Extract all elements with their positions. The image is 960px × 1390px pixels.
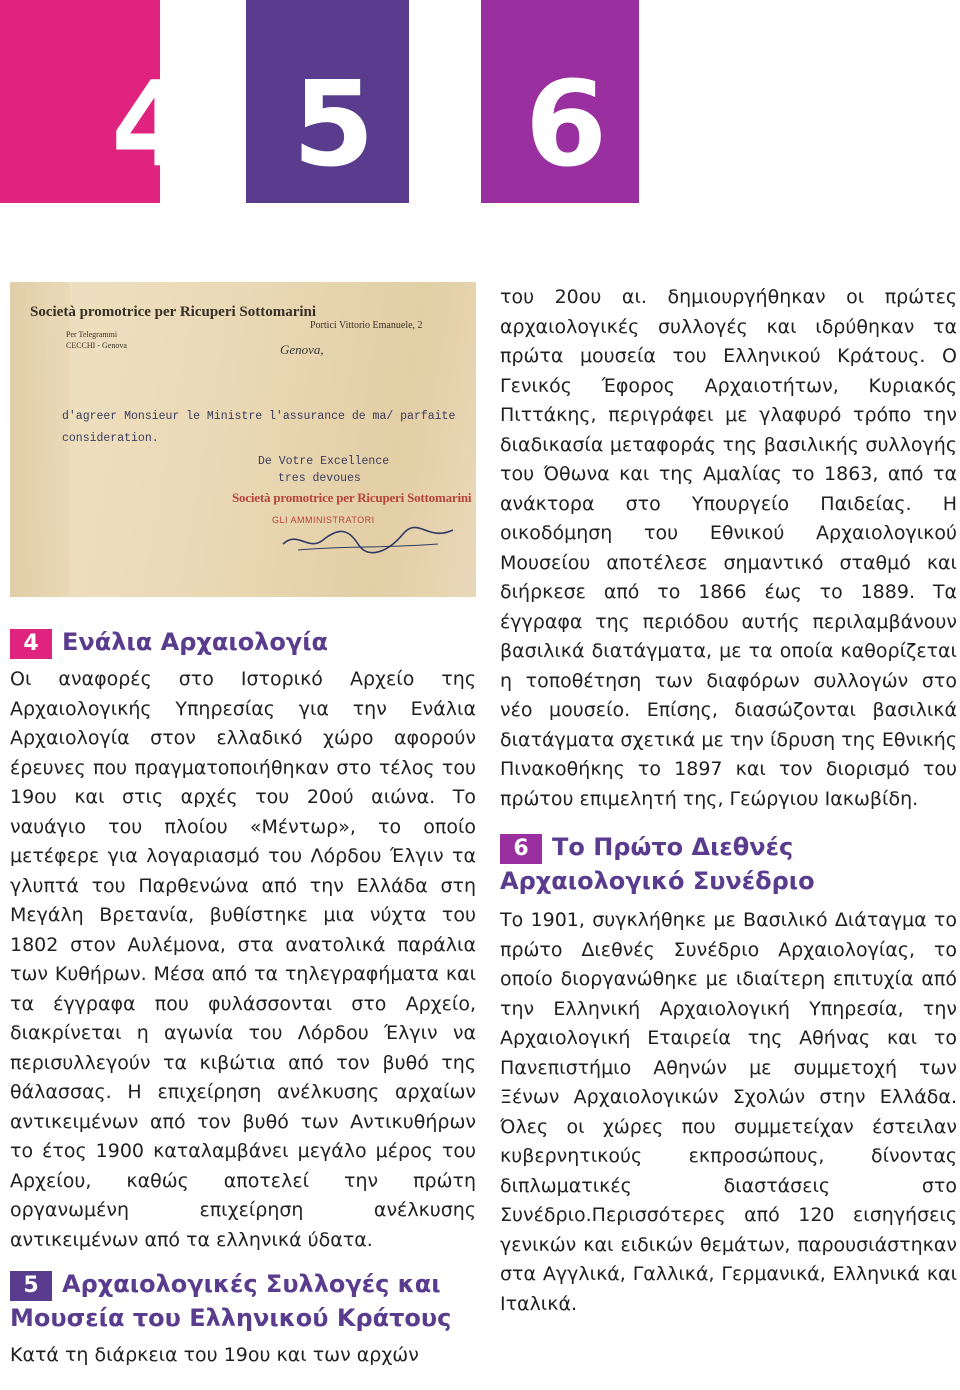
letter-typed-line: d'agreer Monsieur le Ministre l'assurance de ma/ parfaite [62, 410, 456, 423]
section-title: Το Πρώτο Διεθνές Αρχαιολογικό Συνέδριο [500, 833, 815, 895]
letter-header-sub: Per Telegrammi CECCHI - Genova [66, 330, 127, 350]
letter-place: Genova, [280, 342, 324, 357]
right-column [500, 283, 957, 1319]
letter-typed-line: consideration. [62, 432, 159, 445]
section-body-5-start: Κατά τη διάρκεια του 19ου και των αρχών [10, 1344, 419, 1366]
letter-header-title: Società promotrice per Ricuperi Sottomarini [30, 304, 317, 320]
section-title: Ενάλια Αρχαιολογία [62, 628, 329, 656]
letter-typed-line: De Votre Excellence [258, 455, 390, 468]
left-column [10, 625, 476, 1371]
section-number-badge: 4 [10, 629, 52, 659]
letter-address: Portici Vittorio Emanuele, 2 [310, 320, 423, 331]
section-title: Αρχαιολογικές Συλλογές και Μουσεία του Ελληνικού Κράτους [10, 1270, 452, 1332]
archival-letter-image [10, 282, 476, 597]
section-tile-5: 5 [246, 0, 409, 203]
section-heading-5 [10, 1267, 476, 1335]
section-body-5-cont: του 20ου αι. δημιουργήθηκαν οι πρώτες αρχαιολογικές συλλογές και ιδρύθηκαν τα πρώτα μουσεία του Ελληνικού Κράτους. Ο Γενικός Έφορος Αρχαιοτήτων, Κυριακός Πιττάκης, περιγράφει με γλαφυρό τρόπο την διαδικασία μεταφοράς της βασιλικής συλλογής του Όθωνα και της Αμαλίας το 1863, από τα ανάκτορα στο Υπουργείο Παιδείας. Η οικοδόμηση του Εθνικού Αρχαιολογικού Μουσείου αποτέλεσε σημαντικό σταθμό και διήρκεσε από το 1866 έως το 1889. Τα έγγραφα της περιόδου αυτής περιλαμβάνουν βασιλικά διατάγματα, με τα οποία καθορίζεται η τοποθέτηση των διαφόρων συλλογών στο νέο μουσείο. Επίσης, διασώζονται βασιλικά διατάγματα σχετικά με την ίδρυση της Εθνικής Πινακοθήκης το 1897 και τον διορισμό του πρώτου επιμελητή της, Γεώργιου Ιακωβίδη. [500, 286, 957, 810]
section-body-6: Το 1901, συγκλήθηκε με Βασιλικό Διάταγμα το πρώτο Διεθνές Συνέδριο Αρχαιολογίας, το οποίο διοργανώθηκε με ιδιαίτερη επιτυχία από την Ελληνική Αρχαιολογική Υπηρεσία, την Αρχαιολογική Εταιρεία της Αθήνας και το Πανεπιστήμιο Αθηνών με συμμετοχή των Ξένων Αρχαιολογικών Σχολών στην Ελλάδα. Όλες οι χώρες που συμμετείχαν έστειλαν κυβερνητικούς εκπροσώπους, δίνοντας διπλωματικές διαστάσεις στο Συνέδριο.Περισσότερες από 120 εισηγήσεις γενικών και ειδικών θεμάτων, παρουσιάστηκαν στα Αγγλικά, Γαλλικά, Γερμανικά, Ελληνικά και Ιταλικά. [500, 909, 957, 1315]
section-number-badge: 6 [500, 834, 542, 864]
letter-stamp: Società promotrice per Ricuperi Sottomarini [232, 490, 472, 505]
section-tile-4: 4 [0, 0, 160, 203]
letter-stamp-sub: GLI AMMINISTRATORI [272, 515, 375, 525]
section-number-badge: 5 [10, 1271, 52, 1301]
signature-icon [278, 522, 458, 556]
section-heading-6 [500, 830, 957, 898]
section-tile-6: 6 [481, 0, 639, 203]
letter-typed-line: tres devoues [278, 472, 361, 485]
section-body-4: Οι αναφορές στο Ιστορικό Αρχείο της Αρχαιολογικής Υπηρεσίας για την Ενάλια Αρχαιολογία στον ελλαδικό χώρο αφορούν έρευνες που πραγματοποιήθηκαν στο τέλος του 19ου και στις αρχές του 20ού αιώνα. Το ναυάγιο του πλοίου «Μέντωρ», το οποίο μετέφερε για λογαριασμό του Λόρδου Έλγιν τα γλυπτά του Παρθενώνα από την Ελλάδα στη Μεγάλη Βρετανία, βυθίστηκε μια νύχτα του 1802 στον Αυλέμονα, στα ανατολικά παράλια των Κυθήρων. Μέσα από τα τηλεγραφήματα και τα έγγραφα που φυλάσσονται στο Αρχείο, διακρίνεται η αγωνία του Λόρδου Έλγιν να περισυλλεγούν τα κιβώτια από τον βυθό της θάλασσας. Η επιχείρηση ανέλκυσης αρχαίων αντικειμένων από τον βυθό των Αντικυθήρων το έτος 1900 καταλαμβάνει μεγάλο μέρος του Αρχείου, καθώς αποτελεί την πρώτη οργανωμένη επιχείρηση ανέλκυσης αντικειμένων από τα ελληνικά ύδατα. [10, 668, 476, 1251]
section-heading-4 [10, 625, 476, 659]
